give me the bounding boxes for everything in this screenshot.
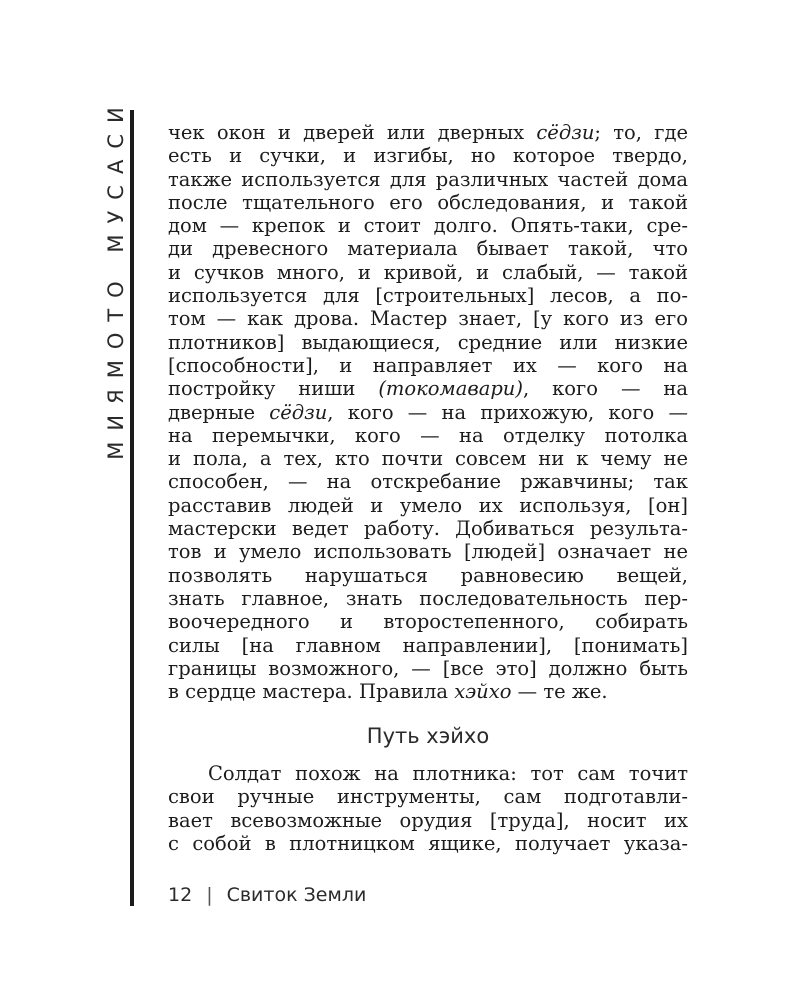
text-line <box>168 284 688 307</box>
text-line <box>168 168 688 191</box>
text-line <box>168 762 688 785</box>
text-segment: на перемычки, кого — на отделку потолка <box>168 423 688 447</box>
text-segment: дверные <box>168 400 270 424</box>
side-rule <box>130 110 134 906</box>
text-segment: мастерски ведет работу. Добиваться результа- <box>168 517 688 541</box>
body-text <box>168 121 688 703</box>
text-line <box>168 307 688 330</box>
section-heading: Путь хэйхо <box>366 724 490 748</box>
text-line <box>168 121 688 144</box>
text-segment: плотников] выдающиеся, средние или низкие <box>168 330 688 354</box>
text-segment: позволять нарушаться равновесию вещей, <box>168 563 688 587</box>
page-number: 12 <box>168 884 193 906</box>
text-segment: ди древесного материала бывает такой, что <box>168 237 688 261</box>
text-segment: постройку ниши <box>168 377 379 401</box>
text-line <box>168 832 688 855</box>
text-segment: , кого — на <box>522 377 688 401</box>
text-segment: с собой в плотницком ящике, получает указа- <box>168 831 688 855</box>
text-segment: ; то, где <box>594 121 688 144</box>
text-line <box>168 564 688 587</box>
running-head-text: МИЯМОТО МУСАСИ <box>104 96 128 460</box>
text-segment: [способности], и направляет их — кого на <box>168 353 688 377</box>
text-segment: способен, — на отскребание ржавчины; так <box>168 470 688 494</box>
text-line <box>168 680 688 703</box>
text-segment: также используется для различных частей дома <box>168 167 688 191</box>
text-line <box>168 424 688 447</box>
text-line <box>168 785 688 808</box>
text-line <box>168 401 688 424</box>
text-line <box>168 610 688 633</box>
text-segment: Солдат похож на плотника: тот сам точит <box>208 762 688 785</box>
text-segment: силы [на главном направлении], [понимать] <box>168 633 688 657</box>
text-segment: — те же. <box>511 680 608 704</box>
text-segment: и пола, а тех, кто почти совсем ни к чему не <box>168 447 688 471</box>
text-line <box>168 540 688 563</box>
text-segment: дом — крепок и стоит долго. Опять-таки, сре- <box>168 214 688 238</box>
text-line <box>168 657 688 680</box>
text-segment: том — как дрова. Мастер знает, [у кого из его <box>168 307 688 331</box>
text-line <box>168 447 688 470</box>
text-segment: используется для [строительных] лесов, а по- <box>168 284 688 308</box>
italic-term: сёдзи <box>269 400 328 424</box>
text-line <box>168 354 688 377</box>
text-segment: вает всевозможные орудия [труда], носит их <box>168 808 688 832</box>
text-line <box>168 809 688 832</box>
text-line <box>168 494 688 517</box>
text-segment: тов и умело использовать [людей] означает не <box>168 540 688 564</box>
text-segment: свои ручные инструменты, сам подготавли- <box>168 785 688 809</box>
footer <box>168 884 366 906</box>
text-line <box>168 587 688 610</box>
section-text <box>168 762 688 855</box>
text-segment: чек окон и дверей или дверных <box>168 121 537 144</box>
text-segment: и сучков много, и кривой, и слабый, — такой <box>168 260 688 284</box>
italic-term: сёдзи <box>536 121 595 144</box>
text-segment: расставив людей и умело их используя, [он] <box>168 493 688 517</box>
text-line <box>168 214 688 237</box>
text-line <box>168 144 688 167</box>
text-line <box>168 237 688 260</box>
text-segment: после тщательного его обследования, и такой <box>168 190 688 214</box>
text-segment: границы возможного, — [все это] должно быть <box>168 656 688 680</box>
text-segment: воочередного и второстепенного, собирать <box>168 610 688 634</box>
text-line <box>168 191 688 214</box>
text-line <box>168 261 688 284</box>
italic-term: хэйхо <box>454 680 512 704</box>
text-line <box>168 470 688 493</box>
italic-term: (токомавари) <box>378 377 523 401</box>
text-line <box>168 331 688 354</box>
text-line <box>168 634 688 657</box>
text-segment: есть и сучки, и изгибы, но которое твердо, <box>168 144 688 168</box>
text-line <box>168 377 688 400</box>
chapter-title: Свиток Земли <box>226 884 367 906</box>
text-line <box>168 517 688 540</box>
text-segment: , кого — на прихожую, кого — <box>327 400 688 424</box>
text-segment: знать главное, знать последовательность пер- <box>168 586 688 610</box>
text-segment: в сердце мастера. Правила <box>168 680 455 704</box>
footer-separator: | <box>206 884 213 906</box>
